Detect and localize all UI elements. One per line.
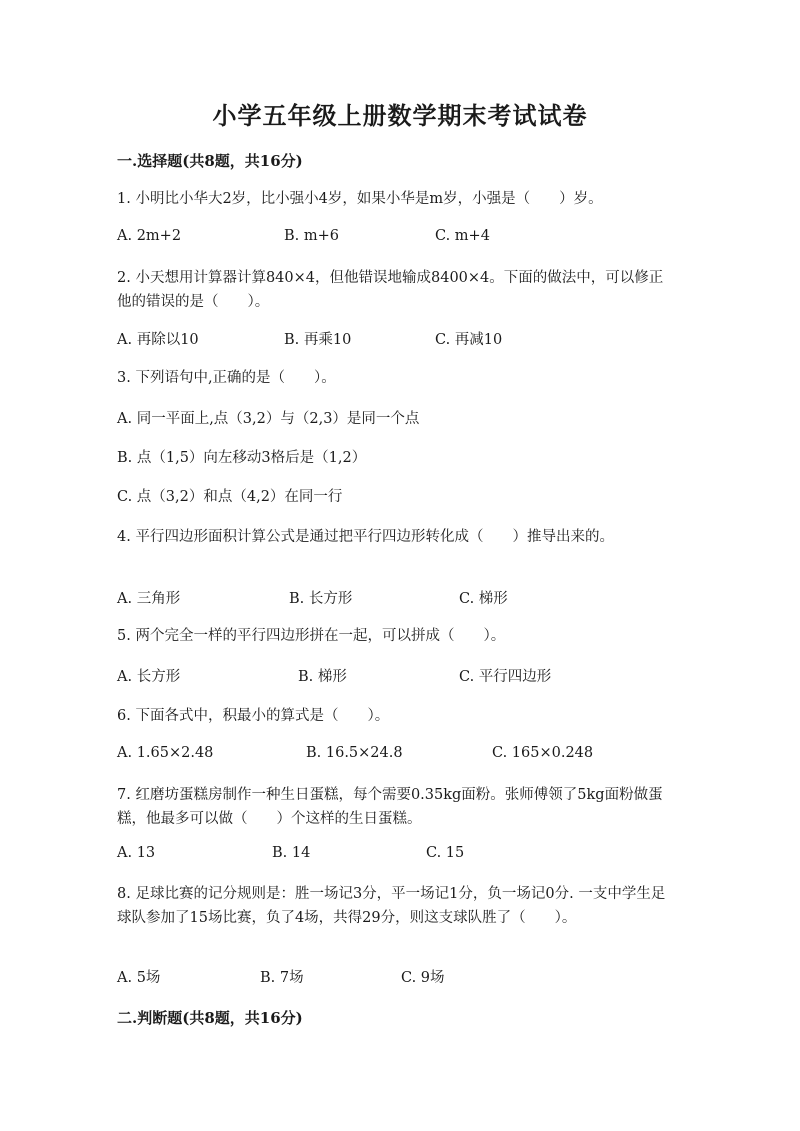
option-b: B. 长方形 <box>289 591 353 607</box>
option-c: C. 再减10 <box>435 332 503 348</box>
option-b: B. m+6 <box>284 228 339 244</box>
question-4-options <box>117 587 677 609</box>
section-heading-judgment: 二.判断题(共8题，共16分) <box>117 1009 303 1027</box>
question-3: 3. 下列语句中,正确的是（ ）。 <box>117 370 336 386</box>
page-title: 小学五年级上册数学期末考试试卷 <box>212 101 588 130</box>
option-a: A. 长方形 <box>117 669 181 685</box>
option-c: C. 梯形 <box>459 591 508 607</box>
option-a: A. 13 <box>117 845 156 861</box>
option-c: C. 15 <box>426 845 465 861</box>
question-8-options <box>117 966 677 988</box>
option-b: B. 14 <box>272 845 311 861</box>
option-b: B. 7场 <box>260 970 304 986</box>
question-1: 1. 小明比小华大2岁，比小强小4岁，如果小华是m岁，小强是（ ）岁。 <box>117 191 603 207</box>
question-6: 6. 下面各式中，积最小的算式是（ ）。 <box>117 708 390 724</box>
question-2-options <box>117 328 677 350</box>
option-b: B. 再乘10 <box>284 332 352 348</box>
question-4: 4. 平行四边形面积计算公式是通过把平行四边形转化成（ ）推导出来的。 <box>117 529 614 545</box>
option-a: A. 再除以10 <box>117 332 199 348</box>
section-heading-choice: 一.选择题(共8题，共16分) <box>117 152 303 170</box>
option-c: C. 165×0.248 <box>492 745 594 761</box>
question-8: 8. 足球比赛的记分规则是：胜一场记3分，平一场记1分，负一场记0分. 一支中学生足球队参加了15场比赛，负了4场，共得29分，则这支球队胜了（ ）。 <box>117 886 666 926</box>
option-c: C. m+4 <box>435 228 490 244</box>
question-1-options <box>117 228 677 250</box>
question-6-options <box>117 745 677 767</box>
option-a: A. 5场 <box>117 970 161 986</box>
option-b: B. 16.5×24.8 <box>306 745 403 761</box>
option-c: C. 平行四边形 <box>459 669 552 685</box>
option-a: A. 三角形 <box>117 591 181 607</box>
question-5-options <box>117 665 677 687</box>
question-5: 5. 两个完全一样的平行四边形拼在一起，可以拼成（ ）。 <box>117 628 506 644</box>
option-b: B. 点（1,5）向左移动3格后是（1,2） <box>117 450 367 466</box>
option-c: C. 点（3,2）和点（4,2）在同一行 <box>117 489 343 505</box>
option-a: A. 1.65×2.48 <box>117 745 214 761</box>
option-b: B. 梯形 <box>298 669 347 685</box>
question-7: 7. 红磨坊蛋糕房制作一种生日蛋糕，每个需要0.35kg面粉。张师傅领了5kg面粉做蛋糕，他最多可以做（ ）个这样的生日蛋糕。 <box>117 787 663 827</box>
option-a: A. 2m+2 <box>117 228 182 244</box>
option-c: C. 9场 <box>401 970 445 986</box>
question-7-options <box>117 845 677 867</box>
option-a: A. 同一平面上,点（3,2）与（2,3）是同一个点 <box>117 411 420 427</box>
question-2: 2. 小天想用计算器计算840×4，但他错误地输成8400×4。下面的做法中，可以修正他的错误的是（ ）。 <box>117 270 664 310</box>
